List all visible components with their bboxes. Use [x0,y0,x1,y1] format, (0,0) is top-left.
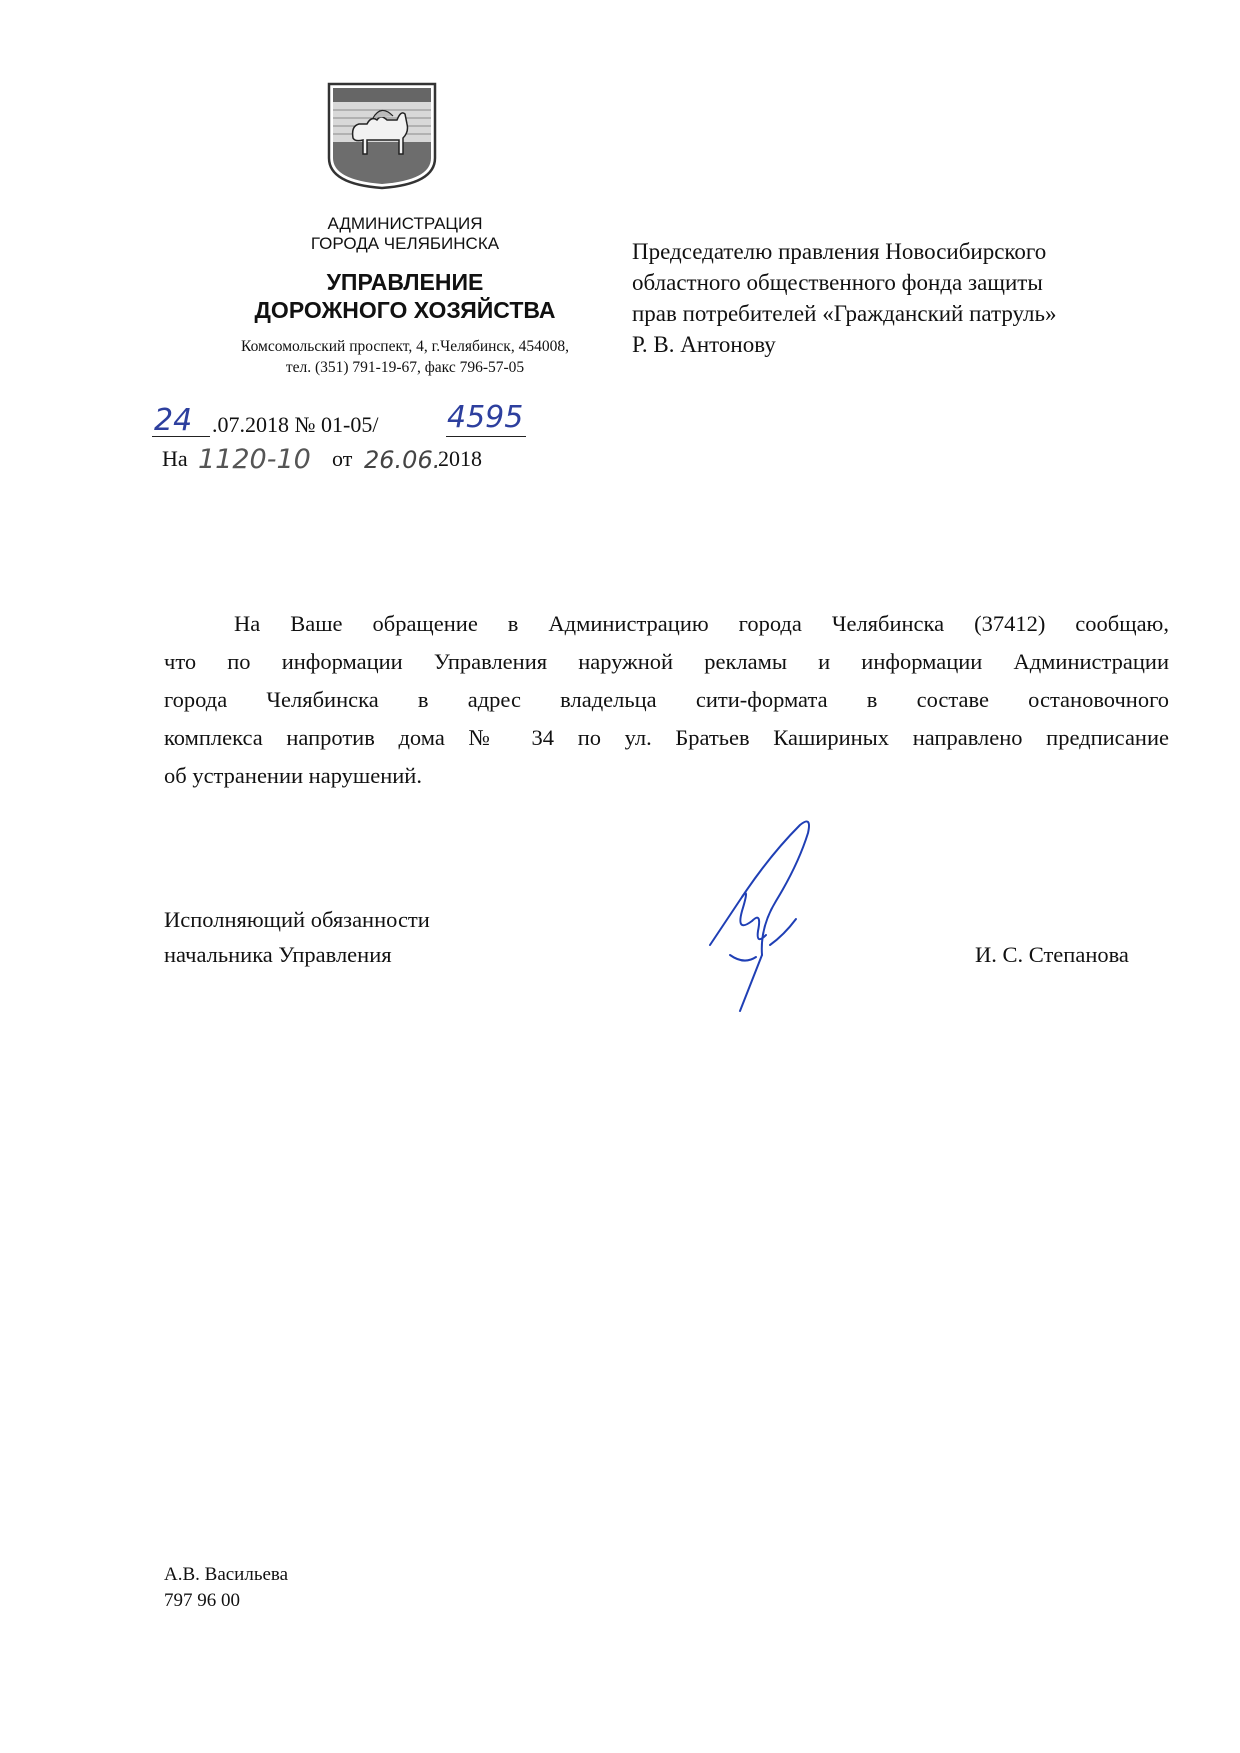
addressee-line: Председателю правления Новосибирского [632,239,1047,264]
signatory-position-line2: начальника Управления [164,942,392,967]
body-text-line: города Челябинска в адрес владельца сити-формата в составе остановочного [164,687,1169,712]
addressee-line: областного общественного фонда защиты [632,270,1043,295]
handwritten-signature [700,815,830,1015]
reg-day-handwritten: 24 [154,403,193,438]
reg-date-printed: .07.2018 № 01-05/ [212,412,379,437]
org-address-line2: тел. (351) 791-19-67, факс 796-57-05 [285,359,525,376]
org-address-line1: Комсомольский проспект, 4, г.Челябинск, 454008, [241,338,569,355]
reg-reply-year: 2018 [438,446,482,471]
reg-reply-prefix: На [162,446,188,471]
reg-number-underline [446,436,526,437]
coat-of-arms-icon [323,80,441,190]
body-text-line: На Ваше обращение в Администрацию города Челябинска (37412) сообщаю, [234,611,1169,636]
executor-phone: 797 96 00 [164,1590,240,1611]
reg-reply-date-handwritten: 26.06. [364,446,441,474]
signatory-name: И. С. Степанова [975,942,1129,967]
executor-name: А.В. Васильева [164,1564,289,1585]
reg-day-underline [152,436,210,437]
body-text-line: комплекса напротив дома № 34 по ул. Братьев Кашириных направлено предписание [164,725,1169,750]
org-admin-line2: ГОРОДА ЧЕЛЯБИНСКА [310,234,500,253]
org-dept-line2: ДОРОЖНОГО ХОЗЯЙСТВА [254,297,556,323]
reg-reply-number-handwritten: 1120-10 [198,444,311,475]
reg-number-handwritten: 4595 [447,400,524,435]
addressee-line: Р. В. Антонову [632,332,776,357]
signatory-position-line1: Исполняющий обязанности [164,907,430,932]
addressee-line: прав потребителей «Гражданский патруль» [632,301,1057,326]
org-admin-line1: АДМИНИСТРАЦИЯ [327,214,483,233]
body-text-line: что по информации Управления наружной рекламы и информации Администрации [164,649,1169,674]
body-text-line: об устранении нарушений. [164,763,422,788]
org-dept-line1: УПРАВЛЕНИЕ [326,269,484,295]
reg-reply-date-prefix: от [332,446,353,471]
